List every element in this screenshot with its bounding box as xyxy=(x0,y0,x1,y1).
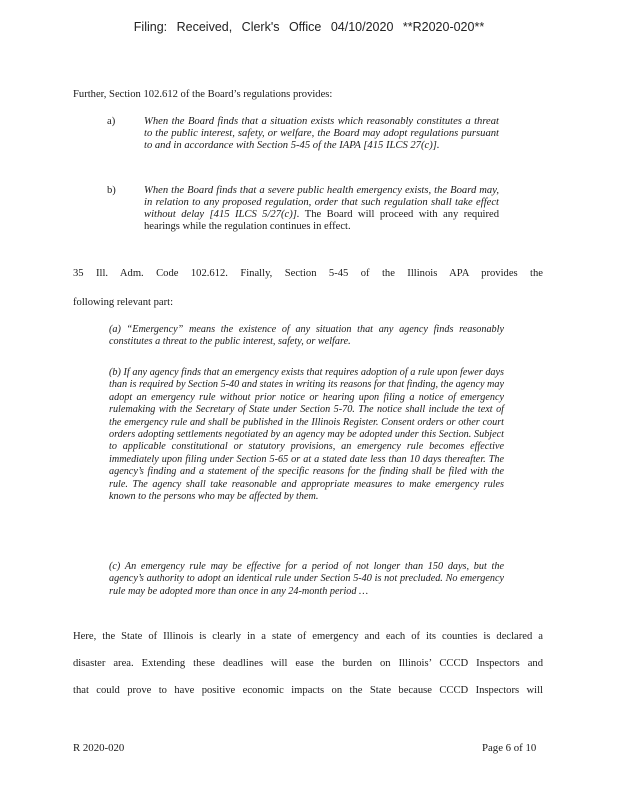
footer-docket-number: R 2020-020 xyxy=(73,742,125,754)
quote-paragraph-b: (b) If any agency finds that an emergency exists that requires adoption of a rule upon fewer days than is required by Section 5-40 and states in writing its reasons for that finding, the agency may adopt an emergency rule without prior notice or hearing upon filing a notice of emergency rulemaking with the Secretary of State under Section 5-70. The notice shall include the text of the emergency rule and shall be published in the Illinois Register. Consent orders or other court orders adopting settlements negotiated by an agency may be adopted under this Section. Subject to applicable constitutional or statutory provisions, an emergency rule becomes effective immediately upon filing under Section 5-65 or at a stated date less than 10 days thereafter. The agency’s finding and a statement of the specific reasons for the finding shall be filed with the rule. The agency shall take reasonable and appropriate measures to make emergency rules known to the persons who may be affected by them. xyxy=(109,367,505,503)
quote-paragraph-a: (a) “Emergency” means the existence of any situation that any agency finds reasonably constitutes a threat to the public interest, safety, or welfare. xyxy=(109,324,504,348)
list-marker: b) xyxy=(107,185,116,196)
closing-line: disaster area. Extending these deadlines will ease the burden on Illinois’ CCCD Inspectors and xyxy=(73,658,543,669)
citation-line: 35 Ill. Adm. Code 102.612. Finally, Section 5-45 of the Illinois APA provides the xyxy=(73,268,543,279)
quote-paragraph-c: (c) An emergency rule may be effective for a period of not longer than 150 days, but the agency’s authority to adopt an identical rule under Section 5-40 is not precluded. No emergency rule may be adopted more than once in any 24-month period … xyxy=(109,561,504,597)
closing-line: Here, the State of Illinois is clearly in a state of emergency and each of its counties is declared a xyxy=(73,631,543,642)
closing-line: that could prove to have positive economic impacts on the State because CCCD Inspectors will xyxy=(73,685,543,696)
citation-line-2: following relevant part: xyxy=(73,297,174,308)
list-marker: a) xyxy=(107,116,116,127)
filing-stamp-header: Filing: Received, Clerk's Office 04/10/2020 **R2020-020** xyxy=(133,20,485,34)
list-item-text: When the Board finds that a situation exists which reasonably constitutes a threat to the public interest, safety, or welfare, the Board may adopt regulations pursuant to and in accordance with Section 5-45 of the IAPA [415 ILCS 27(c)]. xyxy=(144,116,499,151)
intro-paragraph: Further, Section 102.612 of the Board’s regulations provides: xyxy=(73,89,333,100)
footer-page-number: Page 6 of 10 xyxy=(482,742,537,754)
list-item-text: When the Board finds that a severe public health emergency exists, the Board may, in relation to any proposed regulation, order that such regulation shall take effect without delay [415 ILCS 5/27(c)]. The Board will proceed with any required hearings while the regulation continues in effect. xyxy=(144,185,499,232)
